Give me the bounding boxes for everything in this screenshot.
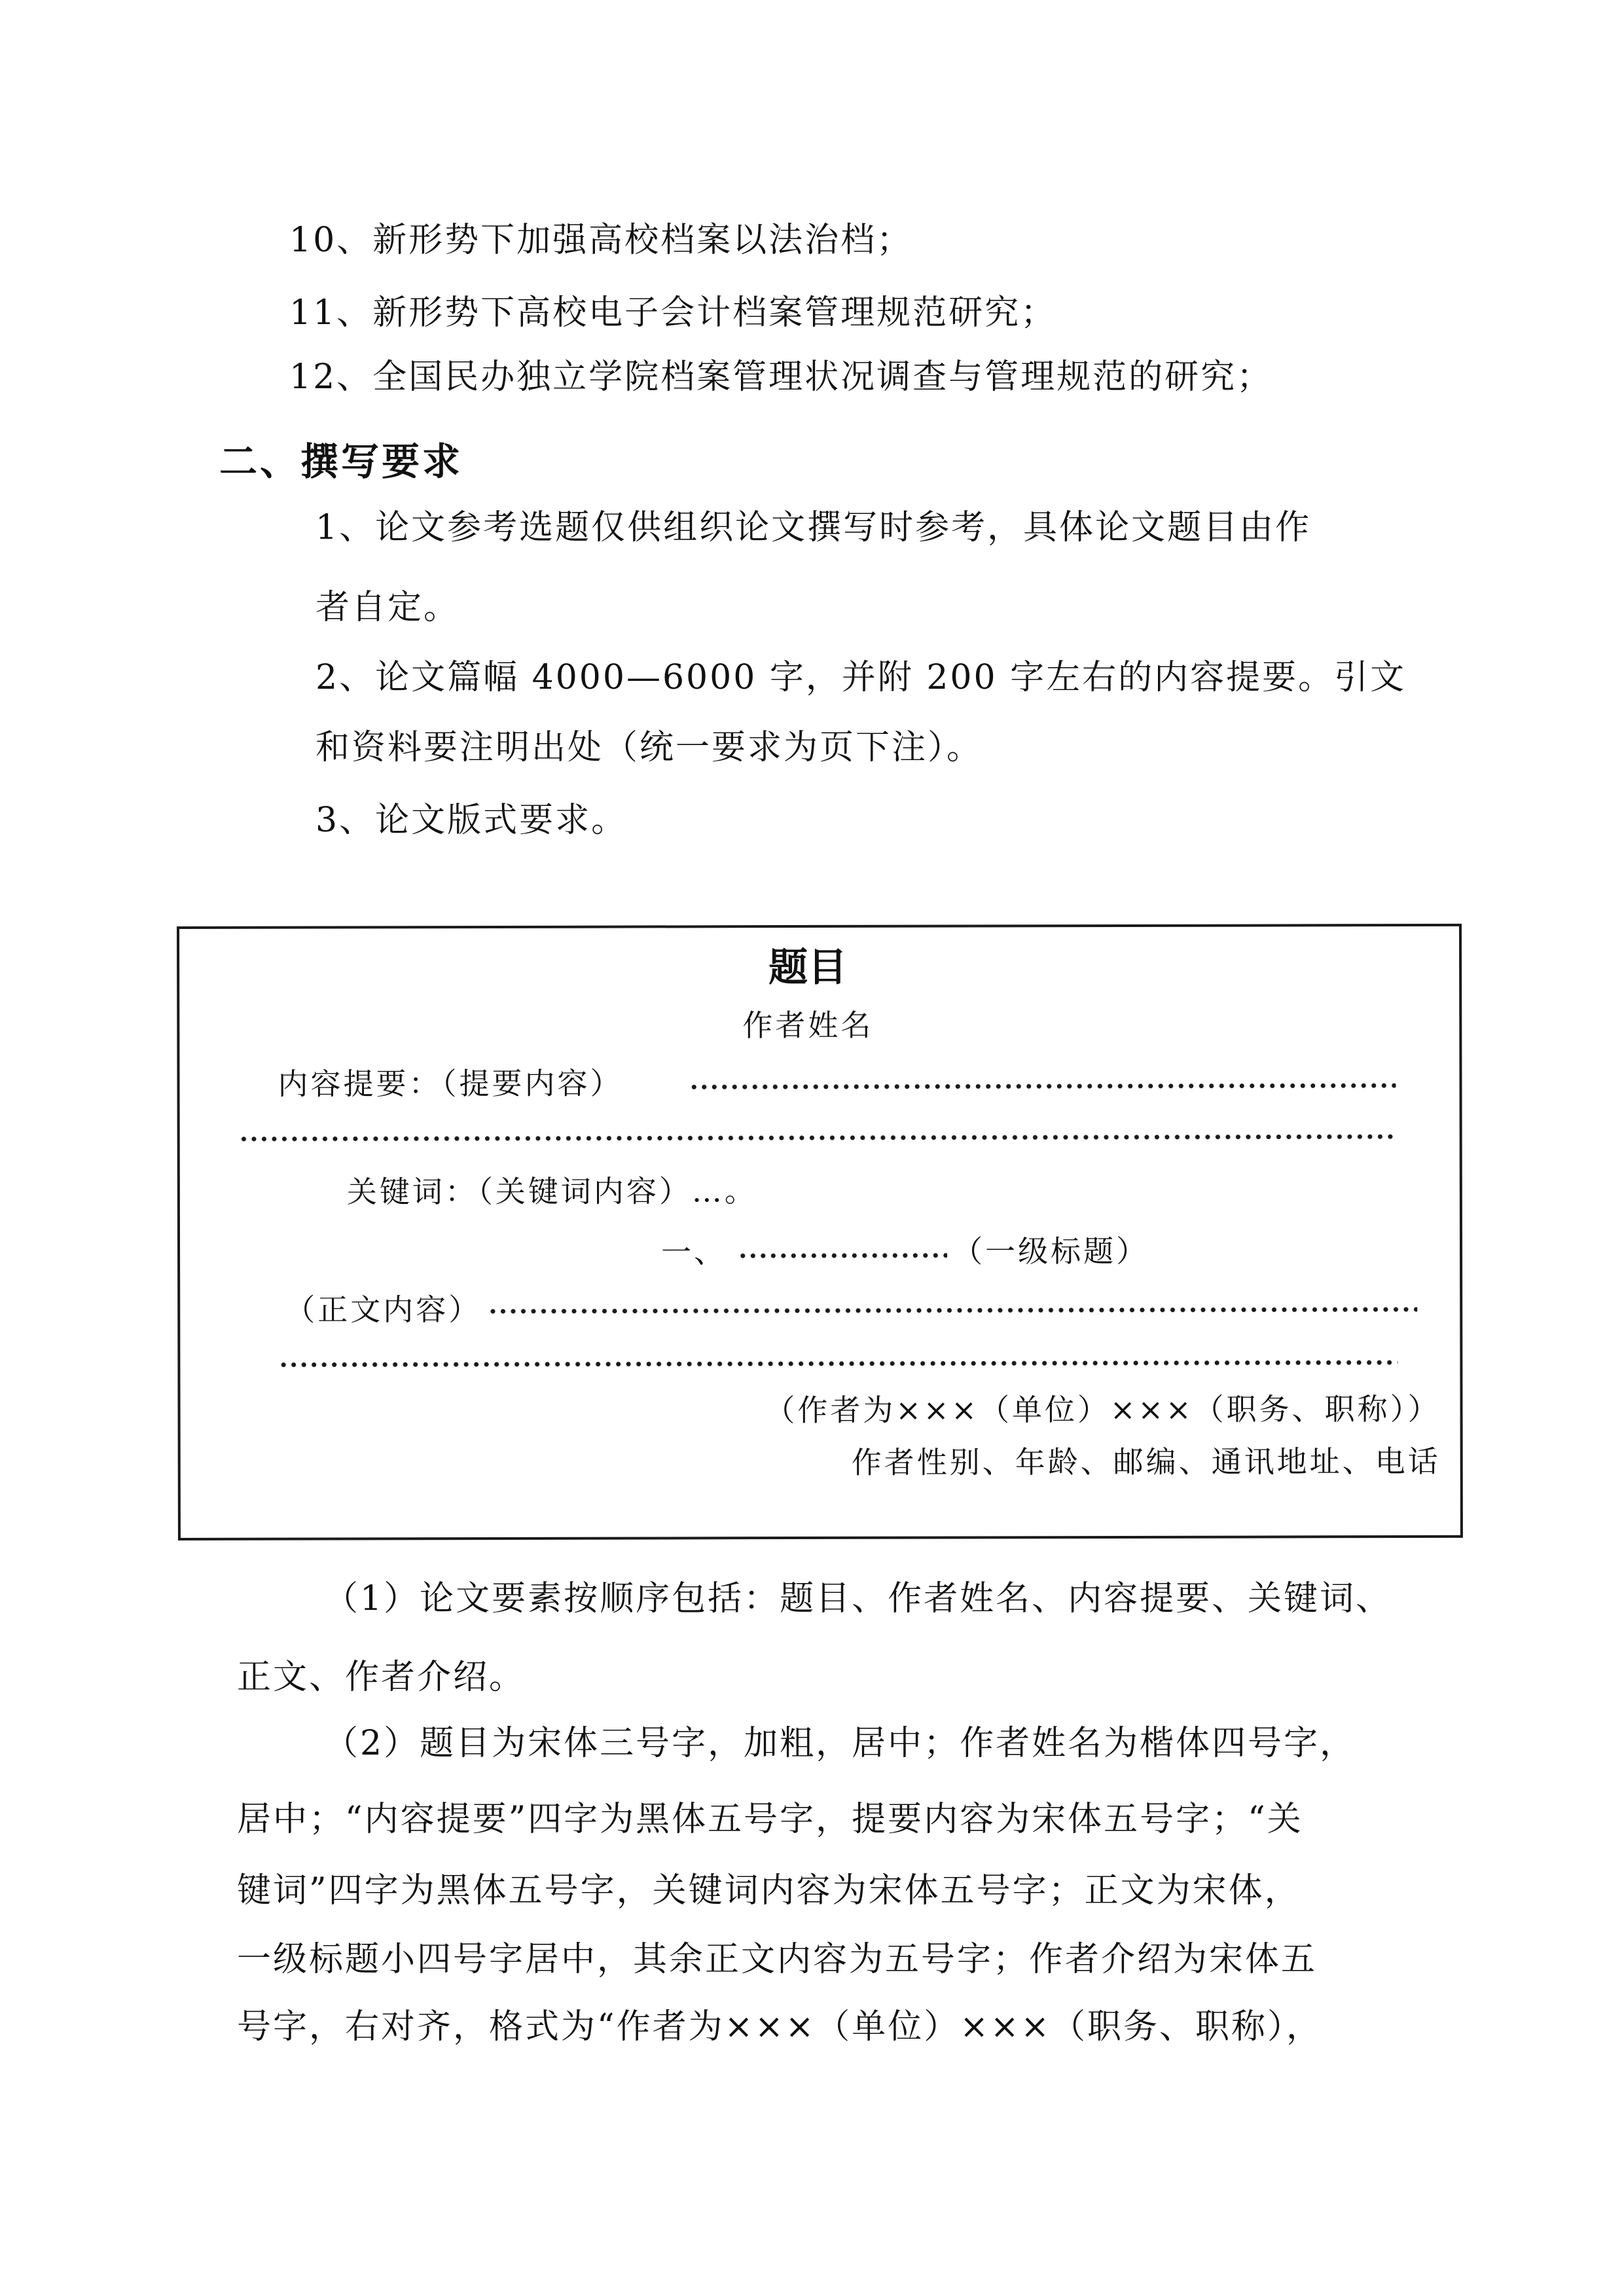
topic-list-item-11: 11、新形势下高校电子会计档案管理规范研究； [289, 293, 1057, 333]
template-title: 题目 [768, 944, 848, 991]
template-abstract-dotted-line [689, 1081, 1396, 1091]
paper-format-template-box [177, 924, 1463, 1540]
note-2-line-3: 键词”四字为黑体五号字，关键词内容为宋体五号字；正文为宋体， [237, 1871, 1301, 1910]
template-body-dotted-line-2 [278, 1358, 1398, 1370]
template-heading-prefix: 一、 [660, 1234, 727, 1270]
requirement-2-line-2: 和资料要注明出处（统一要求为页下注）。 [316, 728, 983, 767]
topic-list-item-12: 12、全国民办独立学院档案管理状况调查与管理规范的研究； [289, 357, 1273, 397]
note-2-line-2: 居中；“内容提要”四字为黑体五号字，提要内容为宋体五号字；“关 [237, 1800, 1303, 1839]
template-body-label: （正文内容） [285, 1292, 482, 1328]
requirement-2-line-1: 2、论文篇幅 4000—6000 字，并附 200 字左右的内容提要。引文 [316, 658, 1407, 697]
template-keywords-line: 关键词：（关键词内容）…。 [346, 1173, 757, 1210]
template-abstract-dotted-line-2 [239, 1132, 1398, 1144]
template-author-details: 作者性别、年龄、邮编、通讯地址、电话 [851, 1443, 1441, 1480]
note-1-line-2: 正文、作者介绍。 [237, 1658, 526, 1697]
section-heading-writing-requirements: 二、撰写要求 [219, 439, 463, 484]
template-abstract-label: 内容提要：（提要内容） [278, 1065, 623, 1102]
template-heading-dotted-line [738, 1251, 947, 1261]
requirement-1-line-2: 者自定。 [316, 588, 460, 627]
requirement-3: 3、论文版式要求。 [316, 801, 628, 840]
note-2-line-5: 号字，右对齐，格式为“作者为×××（单位）×××（职务、职称）， [237, 2007, 1323, 2047]
template-author-name: 作者姓名 [742, 1007, 874, 1044]
note-1-line-1: （1）论文要素按顺序包括：题目、作者姓名、内容提要、关键词、 [324, 1579, 1392, 1618]
note-2-line-1: （2）题目为宋体三号字，加粗，居中；作者姓名为楷体四号字， [324, 1724, 1356, 1763]
topic-list-item-10: 10、新形势下加强高校档案以法治档； [289, 221, 913, 260]
template-heading-suffix: （一级标题） [952, 1233, 1149, 1269]
requirement-1-line-1: 1、论文参考选题仅供组织论文撰写时参考，具体论文题目由作 [316, 508, 1312, 547]
note-2-line-4: 一级标题小四号字居中，其余正文内容为五号字；作者介绍为宋体五 [237, 1940, 1318, 1979]
template-author-intro: （作者为×××（单位）×××（职务、职称）） [765, 1391, 1441, 1429]
template-body-dotted-line [488, 1305, 1417, 1316]
